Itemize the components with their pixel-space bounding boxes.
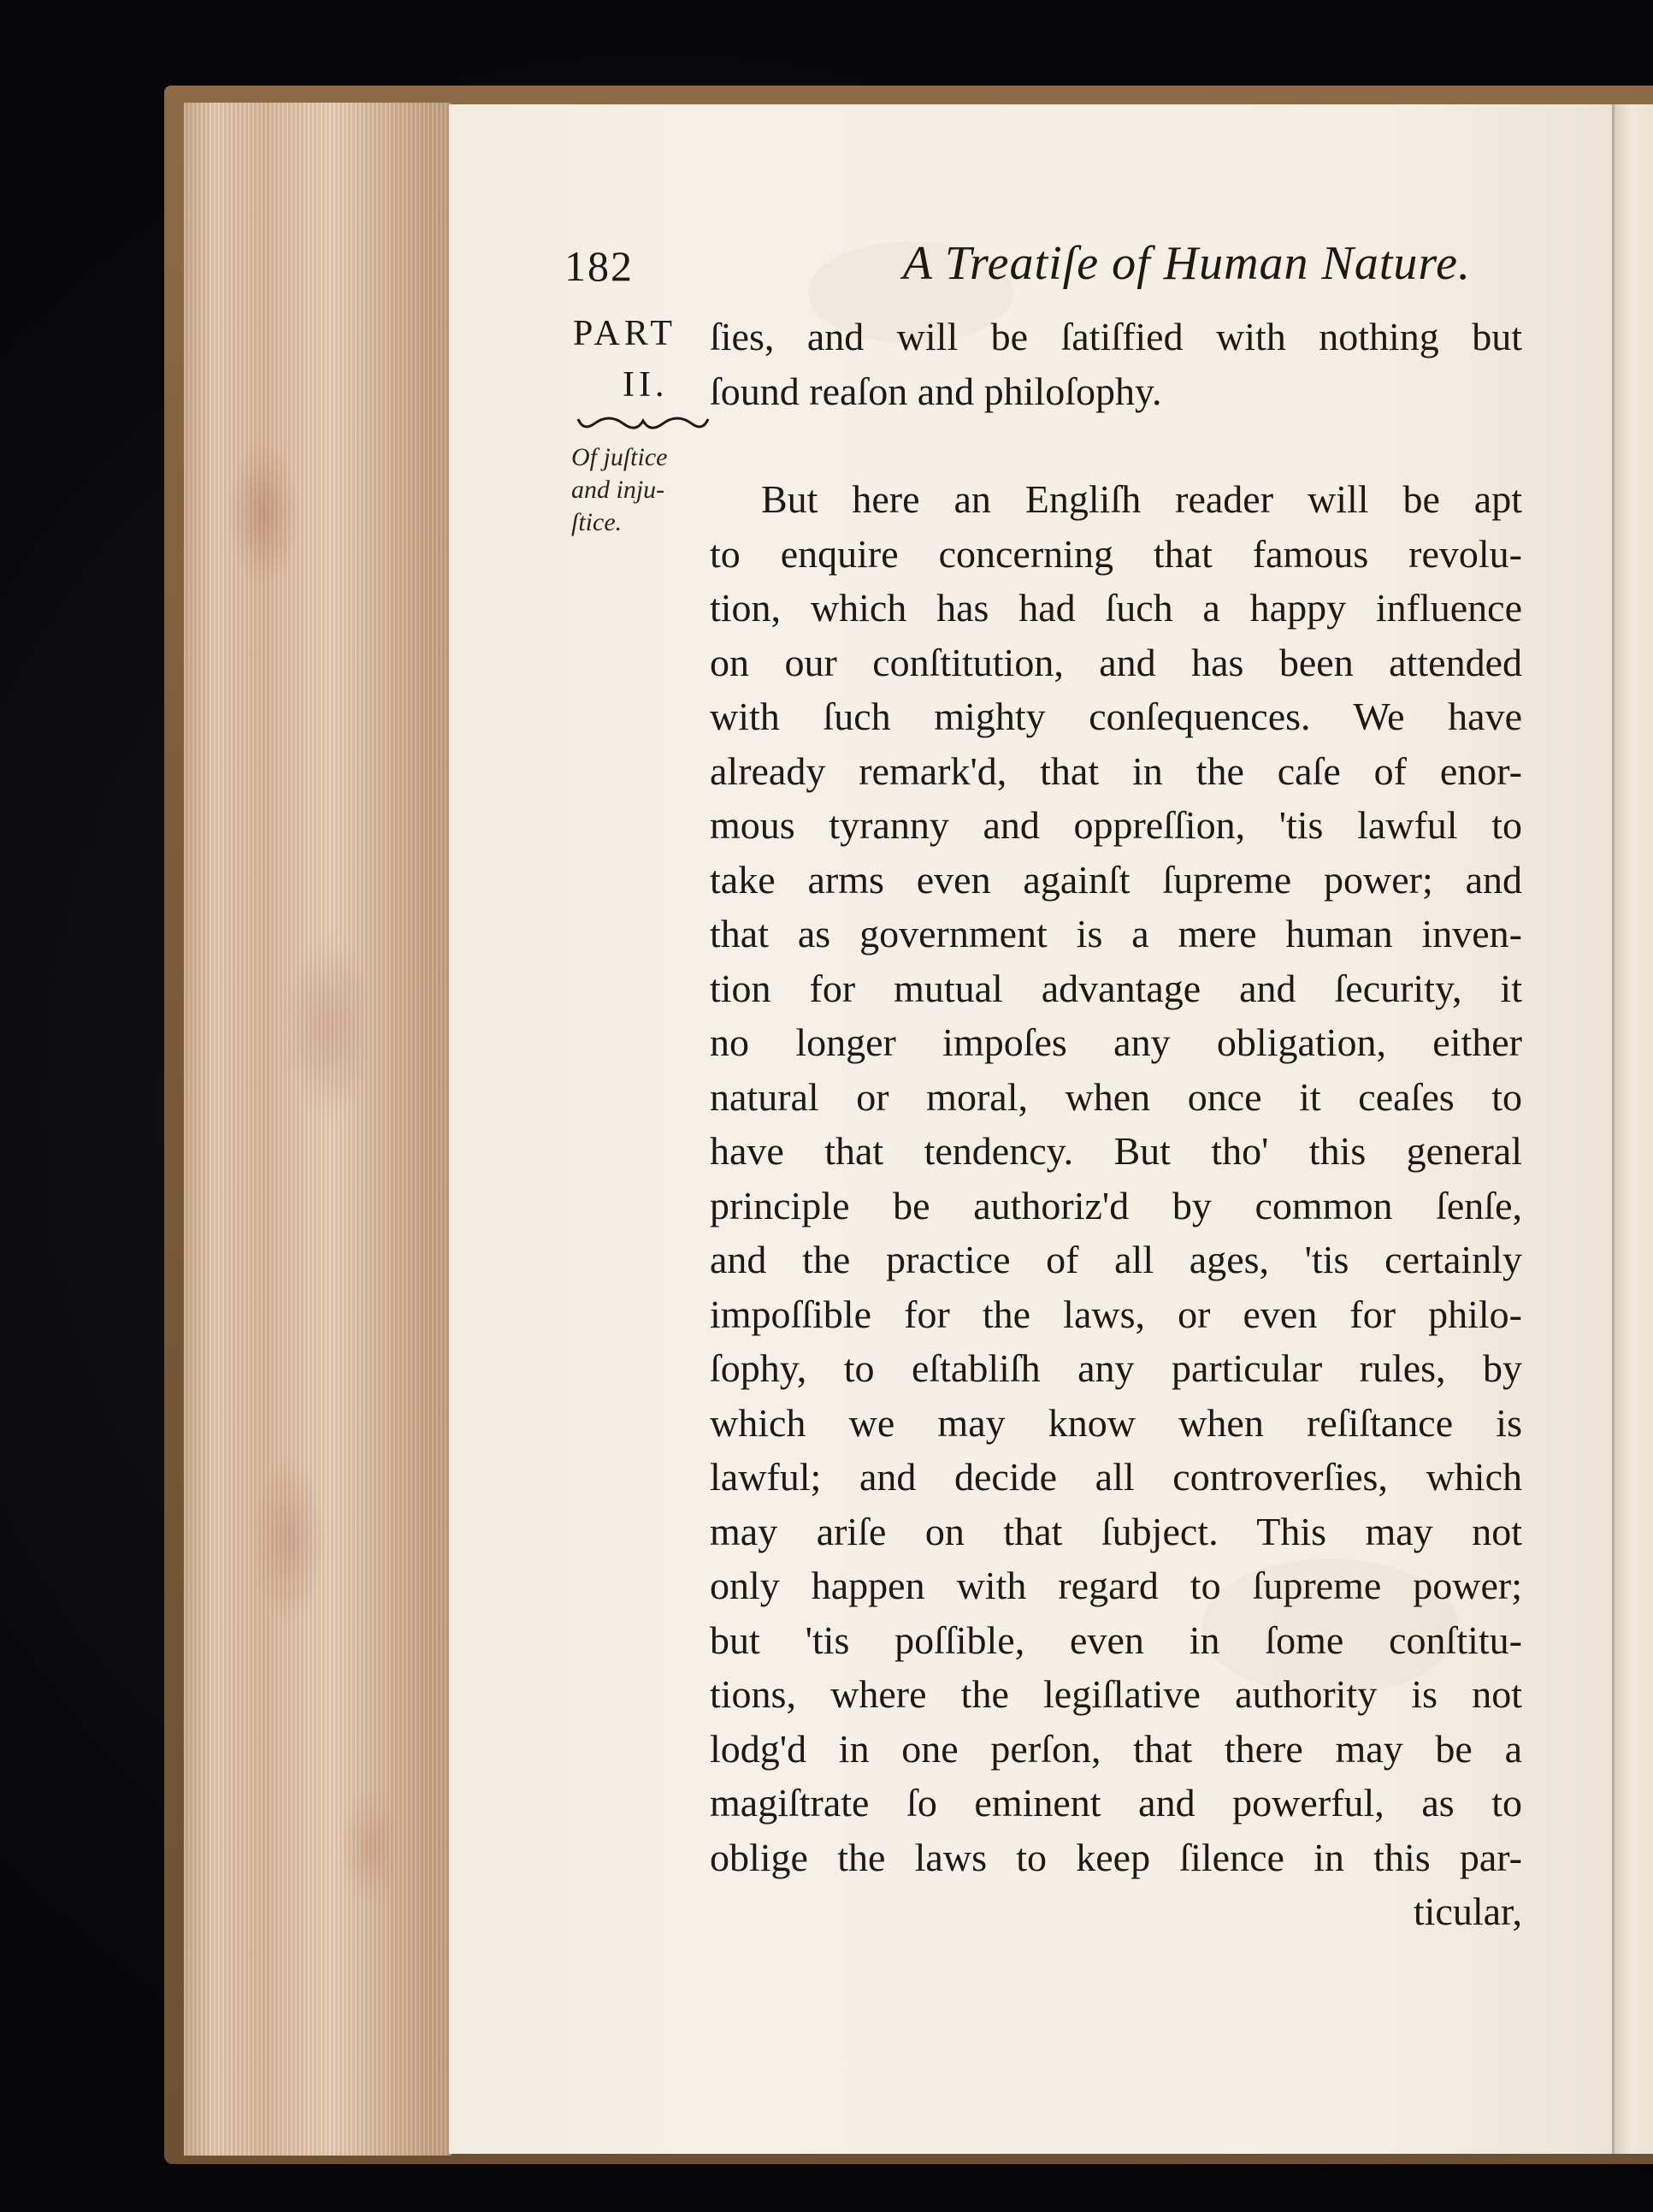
text-line: tions, where the legiſlative authority is not <box>710 1672 1522 1716</box>
brace-ornament-icon <box>575 411 711 436</box>
text-line: lodg'd in one perſon, that there may be a <box>710 1726 1522 1771</box>
text-line: oblige the laws to keep ſilence in this par- <box>710 1835 1522 1879</box>
body-text <box>710 310 1522 1939</box>
text-line: with ſuch mighty conſequences. We have <box>710 695 1522 738</box>
text-line: impoſſible for the laws, or even for philo- <box>710 1292 1522 1336</box>
text-line: mous tyranny and oppreſſion, 'tis lawful to <box>710 803 1522 847</box>
text-line: ſophy, to eſtabliſh any particular rules, by <box>710 1346 1522 1390</box>
text-line: that as government is a mere human inven- <box>710 912 1522 955</box>
page-number: 182 <box>564 242 634 290</box>
text-line: But here an Engliſh reader will be apt <box>761 477 1522 521</box>
running-title: A Treatiſe of Human Nature. <box>902 237 1471 290</box>
text-line: but 'tis poſſible, even in ſome conſtitu- <box>710 1618 1522 1662</box>
text-line: have that tendency. But tho' this general <box>710 1129 1522 1173</box>
text-line: on our conſtitution, and has been attended <box>710 640 1522 684</box>
text-line: ſies, and will be ſatiſfied with nothing but <box>710 315 1522 358</box>
margin-note-line: ſtice. <box>571 508 623 536</box>
part-marker <box>573 308 727 411</box>
text-line: lawful; and decide all controverſies, which <box>710 1455 1522 1499</box>
margin-note-line: and inju- <box>571 476 665 504</box>
catchword: ticular, <box>1413 1890 1522 1933</box>
text-line: no longer impoſes any obligation, either <box>710 1020 1522 1064</box>
text-line: principle be authoriz'd by common ſenſe, <box>710 1183 1522 1227</box>
text-line: natural or moral, when once it ceaſes to <box>710 1074 1522 1119</box>
text-line: may ariſe on that ſubject. This may not <box>710 1509 1522 1553</box>
text-line: which we may know when reſiſtance is <box>710 1400 1522 1445</box>
margin-note-line: Of juſtice <box>571 443 668 471</box>
text-line: tion for mutual advantage and ſecurity, it <box>710 966 1522 1010</box>
text-line: and the practice of all ages, 'tis certainly <box>710 1238 1522 1281</box>
text-line: only happen with regard to ſupreme power; <box>710 1564 1522 1607</box>
part-label: PART <box>573 314 676 353</box>
margin-note <box>571 441 708 539</box>
text-line: to enquire concerning that famous revolu- <box>710 531 1522 576</box>
facing-page-edge <box>1612 104 1653 2154</box>
part-number: II. <box>623 365 669 405</box>
text-line: tion, which has had ſuch a happy influence <box>710 586 1522 630</box>
text-line: already remark'd, that in the caſe of enor- <box>710 748 1522 793</box>
text-line: ſound reaſon and philoſophy. <box>710 369 1162 413</box>
text-line: take arms even againſt ſupreme power; and <box>710 857 1522 902</box>
running-head <box>564 236 1471 305</box>
page-edges <box>184 103 452 2156</box>
text-line: magiſtrate ſo eminent and powerful, as to <box>710 1781 1522 1825</box>
